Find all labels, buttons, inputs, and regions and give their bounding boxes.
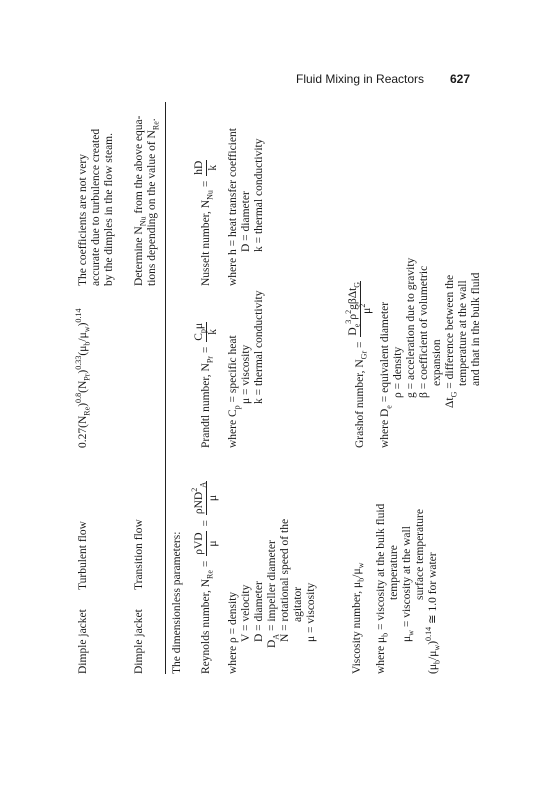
prandtl-where: where $C_p$ = specific heat μ = viscosity k = thermal conductivity: [227, 290, 265, 448]
page-header: [0, 72, 541, 92]
grashof-equation: Grashof number, $N_{Gr}$ = $D_e^3\rho^2g\beta\Delta t_G$ $\mu^2$: [344, 281, 373, 448]
reynolds-where: where ρ = density V = velocity D = diameter $D_A$ = impeller diameter N = rotational speed of the agitator μ = viscosity: [227, 518, 317, 674]
rotated-table: [74, 102, 482, 674]
row2-col2: Transition flow: [133, 519, 145, 590]
row1-col2: Turbulent flow: [77, 521, 89, 590]
params-heading: The dimensionless parameters:: [171, 531, 183, 674]
prandtl-equation: Prandtl number, $N_{Pr}$ = $C_p\mu$ k: [193, 322, 219, 448]
grashof-where: where $D_e$ = equivalent diameter ρ = density g = acceleration due to gravity β = coefficient of volumetric expansion $\Delta t_G$ = difference between the temperature at the wall and that in the bulk fluid: [379, 257, 482, 448]
running-title: Fluid Mixing in Reactors: [296, 72, 425, 86]
row1-col3: $0.27(N_{Re})^{0.8}(N_{Pr})^{0.33}(\mu_b/\mu_w)^{0.14}$: [74, 308, 92, 448]
nusselt-where: where h = heat transfer coefficient D = diameter k = thermal conductivity: [227, 128, 265, 286]
page-number: 627: [450, 72, 471, 86]
nusselt-equation: Nusselt number, $N_{Nu}$ = hD k: [193, 160, 219, 286]
reynolds-equation: Reynolds number, $N_{Re}$ = ρVD μ = ρND$^2_A$ μ: [190, 481, 219, 674]
row2-col4: Determine $N_{Nu}$ from the above equa- tions depending on the value of $N_{Re}$.: [133, 115, 161, 286]
row1-col4: The coefficients are not very accurate due to turbulence created by the dimples in the flow steam.: [77, 128, 115, 286]
divider-rule: [165, 102, 166, 674]
row1-col1: Dimple jacket: [77, 609, 89, 674]
viscosity-equation: Viscosity number, $\mu_b/\mu_w$: [351, 562, 366, 674]
viscosity-where: where $\mu_b$ = viscosity at the bulk fluid temperature $\mu_w$ = viscosity at the wall surface temperature $(\mu_b/\mu_w)^{0.14}$ ≅ 1.0 for water: [375, 503, 442, 674]
row2-col1: Dimple jacket: [133, 609, 145, 674]
